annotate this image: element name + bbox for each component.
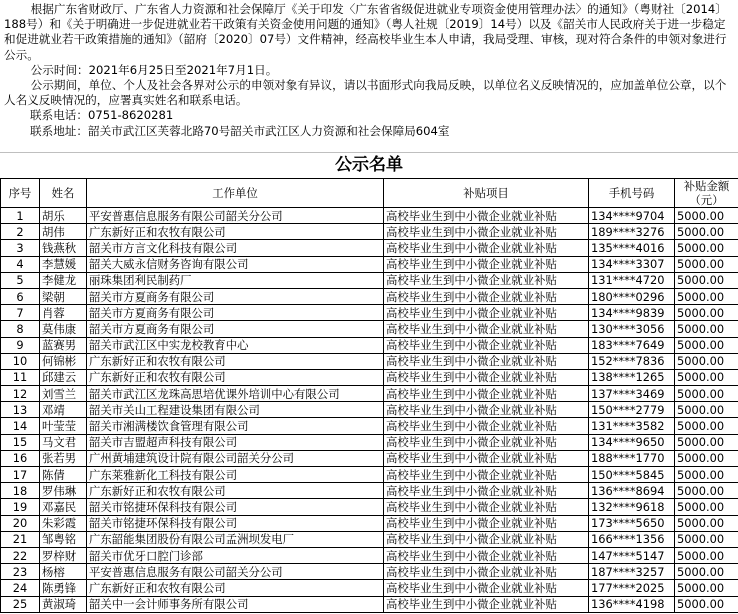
row-phone: 136****4198: [589, 596, 675, 612]
table-row: [1, 483, 738, 499]
table-row: [1, 288, 738, 304]
row-name: 陈勇锋: [40, 580, 87, 596]
row-phone: 183****7649: [589, 337, 675, 353]
row-amount: 5000.00: [675, 240, 738, 256]
notice-paragraph-2: 公示期间，单位、个人及社会各界对公示的申领对象有异议，请以书面形式向我局反映，以单位名义反映情况的，应加盖单位公章，以个人名义反映情况的，应署真实姓名和联系电话。: [4, 78, 727, 108]
row-name: 张若男: [40, 450, 87, 466]
row-phone: 137****3469: [589, 386, 675, 402]
table-row: [1, 499, 738, 515]
row-no: 22: [1, 547, 40, 563]
row-phone: 187****3257: [589, 564, 675, 580]
row-no: 15: [1, 434, 40, 450]
row-amount: 5000.00: [675, 369, 738, 385]
row-no: 7: [1, 305, 40, 321]
row-amount: 5000.00: [675, 515, 738, 531]
row-no: 12: [1, 386, 40, 402]
row-unit: 平安普惠信息服务有限公司韶关分公司: [87, 208, 384, 224]
row-item: 高校毕业生到中小微企业就业补贴: [384, 434, 589, 450]
row-name: 何锦彬: [40, 353, 87, 369]
row-no: 11: [1, 369, 40, 385]
row-unit: 韶关市方夏商务有限公司: [87, 288, 384, 304]
table-row: [1, 353, 738, 369]
row-unit: 广东莱雅新化工科技有限公司: [87, 467, 384, 483]
row-unit: 韶关市方夏商务有限公司: [87, 321, 384, 337]
header-item: 补贴项目: [384, 179, 589, 208]
row-phone: 173****5650: [589, 515, 675, 531]
header-unit: 工作单位: [87, 179, 384, 208]
row-no: 23: [1, 564, 40, 580]
row-amount: 5000.00: [675, 467, 738, 483]
row-item: 高校毕业生到中小微企业就业补贴: [384, 369, 589, 385]
table-row: [1, 305, 738, 321]
row-unit: 广东新好正和农牧有限公司: [87, 224, 384, 240]
table-row: [1, 208, 738, 224]
row-no: 17: [1, 467, 40, 483]
row-no: 1: [1, 208, 40, 224]
row-amount: 5000.00: [675, 499, 738, 515]
row-item: 高校毕业生到中小微企业就业补贴: [384, 305, 589, 321]
table-row: [1, 547, 738, 563]
row-no: 24: [1, 580, 40, 596]
row-no: 10: [1, 353, 40, 369]
table-row: [1, 386, 738, 402]
row-name: 胡乐: [40, 208, 87, 224]
row-name: 梁朝: [40, 288, 87, 304]
row-name: 邱建云: [40, 369, 87, 385]
row-amount: 5000.00: [675, 272, 738, 288]
row-unit: 韶关市关山工程建设集团有限公司: [87, 402, 384, 418]
row-name: 叶莹莹: [40, 418, 87, 434]
row-no: 16: [1, 450, 40, 466]
row-amount: 5000.00: [675, 337, 738, 353]
row-item: 高校毕业生到中小微企业就业补贴: [384, 467, 589, 483]
row-item: 高校毕业生到中小微企业就业补贴: [384, 564, 589, 580]
row-unit: 韶关市武江区中实龙校教育中心: [87, 337, 384, 353]
table-row: [1, 450, 738, 466]
list-title: 公示名单: [0, 153, 738, 178]
row-item: 高校毕业生到中小微企业就业补贴: [384, 337, 589, 353]
row-no: 13: [1, 402, 40, 418]
row-phone: 131****3582: [589, 418, 675, 434]
row-no: 21: [1, 531, 40, 547]
row-no: 9: [1, 337, 40, 353]
row-phone: 166****1356: [589, 531, 675, 547]
table-row: [1, 596, 738, 612]
row-amount: 5000.00: [675, 353, 738, 369]
table-row: [1, 369, 738, 385]
row-amount: 5000.00: [675, 386, 738, 402]
row-amount: 5000.00: [675, 564, 738, 580]
row-unit: 韶关大威永信财务咨询有限公司: [87, 256, 384, 272]
row-phone: 180****0296: [589, 288, 675, 304]
table-header-row: [1, 179, 738, 208]
table-row: [1, 515, 738, 531]
row-item: 高校毕业生到中小微企业就业补贴: [384, 515, 589, 531]
row-name: 胡伟: [40, 224, 87, 240]
row-item: 高校毕业生到中小微企业就业补贴: [384, 580, 589, 596]
row-no: 3: [1, 240, 40, 256]
row-unit: 韶关市方夏商务有限公司: [87, 305, 384, 321]
row-unit: 丽珠集团利民制药厂: [87, 272, 384, 288]
row-no: 20: [1, 515, 40, 531]
row-item: 高校毕业生到中小微企业就业补贴: [384, 272, 589, 288]
row-name: 邓靖: [40, 402, 87, 418]
table-row: [1, 402, 738, 418]
row-name: 罗梓财: [40, 547, 87, 563]
row-name: 钱燕秋: [40, 240, 87, 256]
row-amount: 5000.00: [675, 434, 738, 450]
row-item: 高校毕业生到中小微企业就业补贴: [384, 402, 589, 418]
row-phone: 136****8694: [589, 483, 675, 499]
notice-paragraph-1: 根据广东省财政厅、广东省人力资源和社会保障厅《关于印发〈广东省省级促进就业专项资金使用管理办法〉的通知》（粤财社〔2014〕188号）和《关于明确进一步促进就业若干政策有关资金使用问题的通知》（粤人社规〔2019〕14号）以及《韶关市人民政府关于进一步稳定和促进就业若干政策措施的通知》（韶府〔2020〕07号）文件精神，经高校毕业生本人申请，我局受理、审核，现对符合条件的申领对象进行公示。: [4, 2, 727, 62]
table-row: [1, 256, 738, 272]
row-item: 高校毕业生到中小微企业就业补贴: [384, 499, 589, 515]
row-name: 朱彩霞: [40, 515, 87, 531]
row-item: 高校毕业生到中小微企业就业补贴: [384, 596, 589, 612]
row-amount: 5000.00: [675, 208, 738, 224]
table-row: [1, 321, 738, 337]
row-phone: 134****3307: [589, 256, 675, 272]
row-name: 肖蓉: [40, 305, 87, 321]
contact-address: 联系地址：韶关市武江区芙蓉北路70号韶关市武江区人力资源和社会保障局604室: [30, 123, 450, 138]
row-phone: 134****9704: [589, 208, 675, 224]
row-unit: 韶关中一会计师事务所有限公司: [87, 596, 384, 612]
row-unit: 韶关市武江区龙珠高思培优课外培训中心有限公司: [87, 386, 384, 402]
row-name: 杨榕: [40, 564, 87, 580]
publicity-table: [0, 178, 738, 613]
row-no: 4: [1, 256, 40, 272]
row-amount: 5000.00: [675, 256, 738, 272]
row-unit: 广东新好正和农牧有限公司: [87, 353, 384, 369]
row-item: 高校毕业生到中小微企业就业补贴: [384, 321, 589, 337]
row-unit: 广东新好正和农牧有限公司: [87, 483, 384, 499]
row-unit: 广东新好正和农牧有限公司: [87, 580, 384, 596]
row-name: 陈倩: [40, 467, 87, 483]
row-item: 高校毕业生到中小微企业就业补贴: [384, 547, 589, 563]
row-no: 18: [1, 483, 40, 499]
row-phone: 189****3276: [589, 224, 675, 240]
row-unit: 韶关市湘满楼饮食管理有限公司: [87, 418, 384, 434]
row-amount: 5000.00: [675, 547, 738, 563]
row-no: 19: [1, 499, 40, 515]
row-name: 李慧媛: [40, 256, 87, 272]
row-item: 高校毕业生到中小微企业就业补贴: [384, 256, 589, 272]
row-phone: 134****9839: [589, 305, 675, 321]
table-row: [1, 224, 738, 240]
notice-text: [0, 0, 738, 153]
row-no: 6: [1, 288, 40, 304]
row-item: 高校毕业生到中小微企业就业补贴: [384, 386, 589, 402]
row-name: 莫伟康: [40, 321, 87, 337]
row-amount: 5000.00: [675, 418, 738, 434]
row-name: 邹粤铭: [40, 531, 87, 547]
row-amount: 5000.00: [675, 305, 738, 321]
row-name: 邓嘉民: [40, 499, 87, 515]
row-amount: 5000.00: [675, 288, 738, 304]
table-row: [1, 580, 738, 596]
table-row: [1, 418, 738, 434]
row-item: 高校毕业生到中小微企业就业补贴: [384, 353, 589, 369]
row-no: 25: [1, 596, 40, 612]
header-amount: 补贴金额（元）: [675, 179, 738, 208]
row-unit: 韶关市优牙口腔门诊部: [87, 547, 384, 563]
row-phone: 188****1770: [589, 450, 675, 466]
row-item: 高校毕业生到中小微企业就业补贴: [384, 240, 589, 256]
row-name: 李健龙: [40, 272, 87, 288]
row-amount: 5000.00: [675, 531, 738, 547]
row-amount: 5000.00: [675, 402, 738, 418]
row-name: 刘雪兰: [40, 386, 87, 402]
row-phone: 134****9650: [589, 434, 675, 450]
row-item: 高校毕业生到中小微企业就业补贴: [384, 483, 589, 499]
row-phone: 150****2779: [589, 402, 675, 418]
row-no: 8: [1, 321, 40, 337]
row-item: 高校毕业生到中小微企业就业补贴: [384, 208, 589, 224]
row-unit: 韶关市方言文化科技有限公司: [87, 240, 384, 256]
header-phone: 手机号码: [589, 179, 675, 208]
row-phone: 152****7836: [589, 353, 675, 369]
row-item: 高校毕业生到中小微企业就业补贴: [384, 531, 589, 547]
row-phone: 130****3056: [589, 321, 675, 337]
row-item: 高校毕业生到中小微企业就业补贴: [384, 418, 589, 434]
row-unit: 广东韶能集团股份有限公司孟洲坝发电厂: [87, 531, 384, 547]
row-amount: 5000.00: [675, 224, 738, 240]
row-item: 高校毕业生到中小微企业就业补贴: [384, 288, 589, 304]
row-no: 2: [1, 224, 40, 240]
row-unit: 韶关市吉盟超声科技有限公司: [87, 434, 384, 450]
row-unit: 平安普惠信息服务有限公司韶关分公司: [87, 564, 384, 580]
notice-period: 公示时间：2021年6月25日至2021年7月1日。: [30, 62, 278, 77]
row-phone: 177****2025: [589, 580, 675, 596]
row-item: 高校毕业生到中小微企业就业补贴: [384, 224, 589, 240]
row-unit: 韶关市铭捷环保科技有限公司: [87, 515, 384, 531]
row-name: 黄淑琦: [40, 596, 87, 612]
contact-phone: 联系电话：0751-8620281: [30, 108, 174, 123]
row-amount: 5000.00: [675, 580, 738, 596]
row-unit: 韶关市铭捷环保科技有限公司: [87, 499, 384, 515]
table-row: [1, 272, 738, 288]
row-phone: 131****4720: [589, 272, 675, 288]
table-row: [1, 531, 738, 547]
header-no: 序号: [1, 179, 40, 208]
row-name: 蓝赛男: [40, 337, 87, 353]
row-name: 马文君: [40, 434, 87, 450]
row-no: 5: [1, 272, 40, 288]
row-phone: 147****5147: [589, 547, 675, 563]
row-no: 14: [1, 418, 40, 434]
table-row: [1, 467, 738, 483]
row-unit: 广州黄埔建筑设计院有限公司韶关分公司: [87, 450, 384, 466]
table-row: [1, 240, 738, 256]
row-phone: 132****9618: [589, 499, 675, 515]
row-amount: 5000.00: [675, 321, 738, 337]
table-row: [1, 564, 738, 580]
row-phone: 135****4016: [589, 240, 675, 256]
table-row: [1, 434, 738, 450]
row-amount: 5000.00: [675, 483, 738, 499]
row-item: 高校毕业生到中小微企业就业补贴: [384, 450, 589, 466]
row-phone: 138****1265: [589, 369, 675, 385]
row-phone: 150****5845: [589, 467, 675, 483]
header-name: 姓名: [40, 179, 87, 208]
row-amount: 5000.00: [675, 596, 738, 612]
table-row: [1, 337, 738, 353]
row-amount: 5000.00: [675, 450, 738, 466]
row-unit: 广东新好正和农牧有限公司: [87, 369, 384, 385]
row-name: 罗伟琳: [40, 483, 87, 499]
